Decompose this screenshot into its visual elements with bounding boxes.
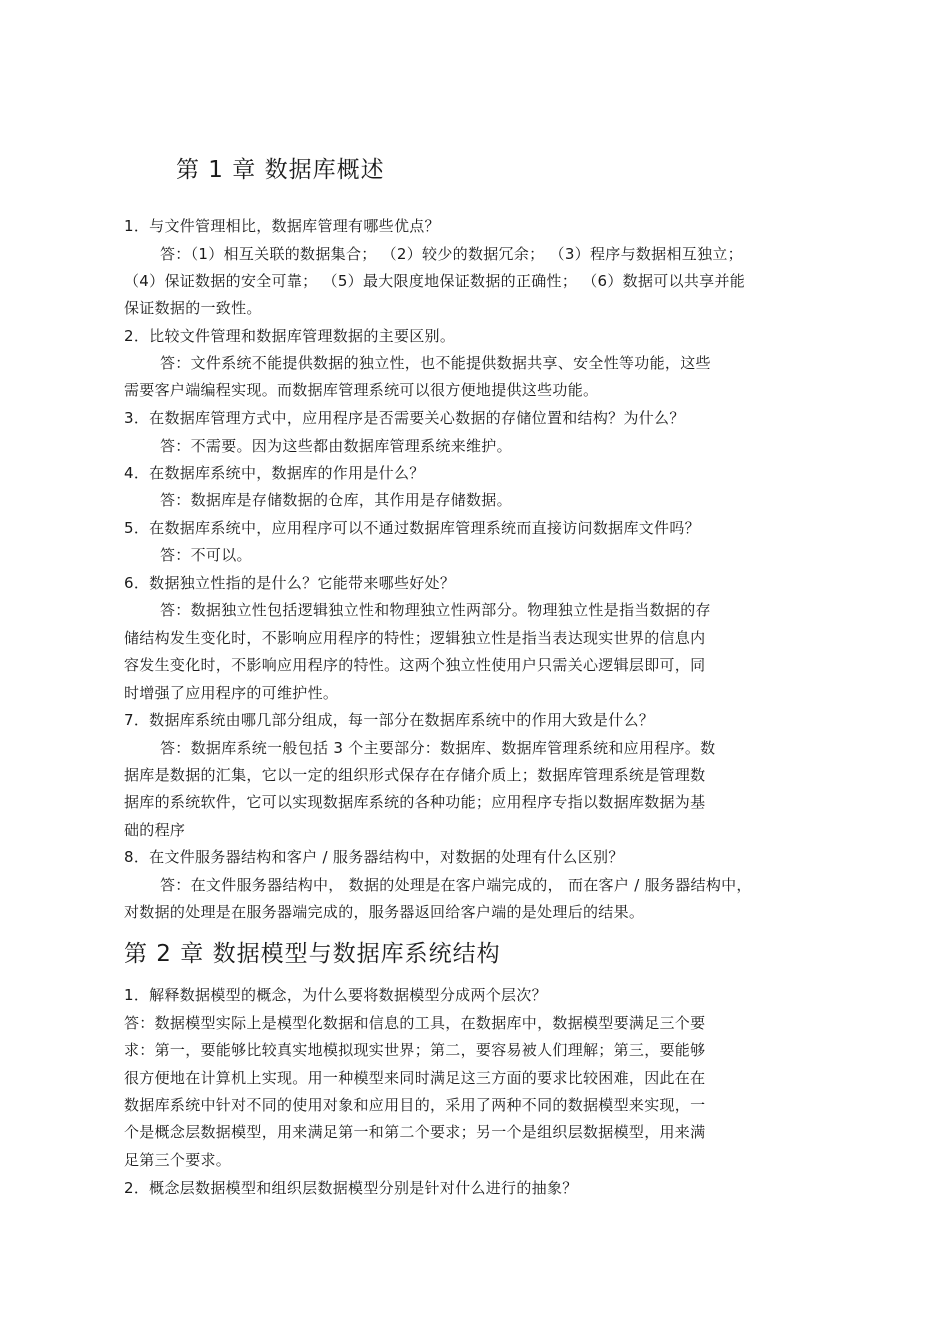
- ch2-answer-1-line-5: 个是概念层数据模型，用来满足第一和第二个要求；另一个是组织层数据模型，用来满: [124, 1123, 706, 1141]
- ch2-answer-1-line-6: 足第三个要求。: [124, 1151, 232, 1169]
- answer-1-line-2: （4）保证数据的安全可靠； （5）最大限度地保证数据的正确性； （6）数据可以共享并能: [124, 272, 746, 290]
- ch2-answer-1-line-4: 数据库系统中针对不同的使用对象和应用目的，采用了两种不同的数据模型来实现，一: [124, 1096, 706, 1114]
- ch2-answer-1-line-2: 求：第一，要能够比较真实地模拟现实世界；第二，要容易被人们理解；第三，要能够: [124, 1041, 706, 1059]
- chapter-1-title: 第 1 章 数据库概述: [176, 157, 385, 183]
- question-7: 7．数据库系统由哪几部分组成，每一部分在数据库系统中的作用大致是什么？: [124, 711, 655, 729]
- answer-6-line-4: 时增强了应用程序的可维护性。: [124, 684, 339, 702]
- answer-2-line-2: 需要客户端编程实现。而数据库管理系统可以很方便地提供这些功能。: [124, 381, 599, 399]
- ch2-question-1: 1．解释数据模型的概念，为什么要将数据模型分成两个层次？: [124, 986, 547, 1004]
- answer-1-line-1: 答：（1）相互关联的数据集合； （2）较少的数据冗余； （3）程序与数据相互独立；: [160, 245, 743, 263]
- question-5: 5．在数据库系统中，应用程序可以不通过数据库管理系统而直接访问数据库文件吗？: [124, 519, 700, 537]
- answer-2-line-1: 答：文件系统不能提供数据的独立性，也不能提供数据共享、安全性等功能，这些: [160, 354, 711, 372]
- chapter-2-title: 第 2 章 数据模型与数据库系统结构: [124, 941, 501, 967]
- answer-7-line-1: 答：数据库系统一般包括 3 个主要部分：数据库、数据库管理系统和应用程序。数: [160, 739, 716, 757]
- answer-6-line-2: 储结构发生变化时，不影响应用程序的特性；逻辑独立性是指当表达现实世界的信息内: [124, 629, 706, 647]
- question-8: 8．在文件服务器结构和客户 / 服务器结构中，对数据的处理有什么区别？: [124, 848, 624, 866]
- ch2-answer-1-line-1: 答：数据模型实际上是模型化数据和信息的工具，在数据库中，数据模型要满足三个要: [124, 1014, 706, 1032]
- answer-8-line-2: 对数据的处理是在服务器端完成的，服务器返回给客户端的是处理后的结果。: [124, 903, 645, 921]
- ch2-question-2: 2．概念层数据模型和组织层数据模型分别是针对什么进行的抽象？: [124, 1179, 578, 1197]
- answer-3: 答：不需要。因为这些都由数据库管理系统来维护。: [160, 437, 512, 455]
- answer-8-line-1: 答：在文件服务器结构中， 数据的处理是在客户端完成的， 而在客户 / 服务器结构中，: [160, 876, 752, 894]
- answer-5: 答：不可以。: [160, 546, 252, 564]
- ch2-answer-1-line-3: 很方便地在计算机上实现。用一种模型来同时满足这三方面的要求比较困难，因此在在: [124, 1069, 706, 1087]
- question-6: 6．数据独立性指的是什么？它能带来哪些好处？: [124, 574, 456, 592]
- answer-1-line-3: 保证数据的一致性。: [124, 299, 262, 317]
- question-3: 3．在数据库管理方式中，应用程序是否需要关心数据的存储位置和结构？为什么？: [124, 409, 685, 427]
- answer-7-line-3: 据库的系统软件，它可以实现数据库系统的各种功能；应用程序专指以数据库数据为基: [124, 793, 706, 811]
- question-4: 4．在数据库系统中，数据库的作用是什么？: [124, 464, 425, 482]
- answer-4: 答：数据库是存储数据的仓库，其作用是存储数据。: [160, 491, 512, 509]
- answer-6-line-3: 容发生变化时，不影响应用程序的特性。这两个独立性使用户只需关心逻辑层即可，同: [124, 656, 706, 674]
- answer-6-line-1: 答：数据独立性包括逻辑独立性和物理独立性两部分。物理独立性是指当数据的存: [160, 601, 711, 619]
- question-2: 2．比较文件管理和数据库管理数据的主要区别。: [124, 327, 456, 345]
- answer-7-line-4: 础的程序: [124, 821, 186, 839]
- answer-7-line-2: 据库是数据的汇集，它以一定的组织形式保存在存储介质上；数据库管理系统是管理数: [124, 766, 706, 784]
- question-1: 1．与文件管理相比，数据库管理有哪些优点？: [124, 217, 440, 235]
